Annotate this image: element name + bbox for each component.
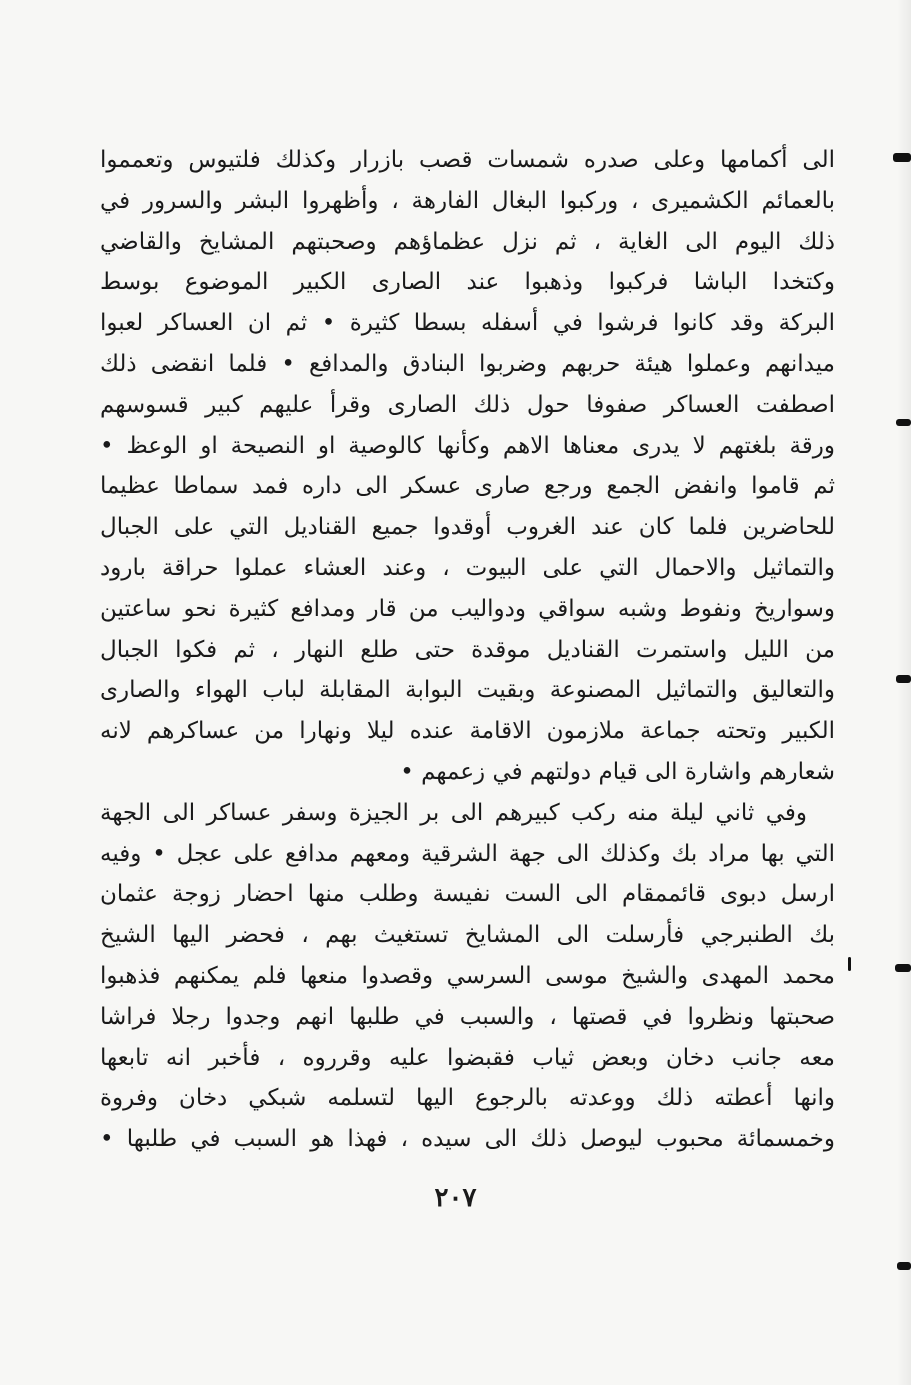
- paragraph-end-line: شعارهم واشارة الى قيام دولتهم في زعمهم •: [400, 758, 835, 785]
- text-line: البركة وقد كانوا فرشوا في أسفله بسطا كثيرة • ثم ان العساكر لعبوا: [100, 310, 835, 337]
- text-line: الى أكمامها وعلى صدره شمسات قصب بازرار وكذلك فلتيوس وتعمموا: [100, 147, 835, 173]
- text-line: وسواريخ ونفوط وشبه سواقي ودواليب من قار ومدافع كثيرة نحو ساعتين: [100, 595, 835, 622]
- page-edge-shadow: [897, 0, 911, 1385]
- binding-mark: [897, 1262, 911, 1270]
- text-line: من الليل واستمرت القناديل موقدة حتى طلع النهار ، ثم فكوا الجبال: [100, 636, 835, 663]
- text-line: الكبير وتحته جماعة ملازمون الاقامة عنده ليلا ونهارا من عساكرهم لانه: [100, 718, 835, 745]
- text-line: ارسل دبوى قائممقام الى الست نفيسة وطلب منها احضار زوجة عثمان: [100, 881, 835, 908]
- binding-mark: [848, 957, 851, 971]
- text-line: للحاضرين فلما كان عند الغروب أوقدوا جميع القناديل التي على الجبال: [100, 514, 835, 541]
- text-line: ميدانهم وعملوا هيئة حربهم وضربوا البنادق والمدافع • فلما انقضى ذلك: [100, 350, 835, 377]
- text-line: معه جانب دخان وبعض ثياب فقبضوا عليه وقرروه ، فأخبر انه تابعها: [100, 1044, 835, 1071]
- page-number: ٢٠٧: [434, 1183, 477, 1213]
- text-line: ذلك اليوم الى الغاية ، ثم نزل عظماؤهم وصحبتهم المشايخ والقاضي: [100, 228, 835, 255]
- text-line: ورقة بلغتهم لا يدرى معناها الاهم وكأنها كالوصية او النصيحة او الوعظ •: [100, 432, 835, 459]
- binding-mark: [895, 964, 911, 972]
- text-line: اصطفت العساكر صفوفا حول ذلك الصارى وقرأ عليهم كبير قسوسهم: [100, 391, 835, 418]
- text-line: ثم قاموا وانفض الجمع ورجع صارى عسكر الى داره فمد سماطا عظيما: [100, 473, 835, 500]
- text-line: بالعمائم الكشميرى ، وركبوا البغال الفارهة ، وأظهروا البشر والسرور في: [100, 187, 835, 214]
- paragraph-start-line: وفي ثاني ليلة منه ركب كبيرهم الى بر الجيزة وسفر عساكر الى الجهة: [100, 799, 807, 826]
- binding-mark: [896, 675, 911, 683]
- text-line: والتعاليق والتماثيل المصنوعة وبقيت البوابة المقابلة لباب الهواء والصارى: [100, 677, 835, 704]
- text-line: صحبتها ونظروا في قصتها ، والسبب في طلبها انهم وجدوا رجلا فراشا: [100, 1003, 835, 1030]
- text-line: والتماثيل والاحمال التي على البيوت ، وعند العشاء عملوا حراقة بارود: [100, 554, 835, 581]
- binding-mark: [893, 153, 911, 162]
- text-line: وخمسمائة محبوب ليوصل ذلك الى سيده ، فهذا هو السبب في طلبها •: [100, 1126, 835, 1153]
- text-line: وانها أعطته ذلك ووعدته بالرجوع اليها لتسلمه شبكي دخان وفروة: [100, 1085, 835, 1112]
- text-line: التي بها مراد بك وكذلك الى جهة الشرقية ومعهم مدافع على عجل • وفيه: [100, 840, 835, 867]
- text-line: محمد المهدى والشيخ موسى السرسي وقصدوا منعها فلم يمكنهم فذهبوا: [100, 962, 835, 989]
- binding-mark: [896, 419, 911, 426]
- body-text: [100, 140, 835, 1160]
- text-line: بك الطنبرجي فأرسلت الى المشايخ تستغيث بهم ، فحضر اليها الشيخ: [100, 922, 835, 949]
- text-line: وكتخدا الباشا فركبوا وذهبوا عند الصارى الكبير الموضوع بوسط: [100, 269, 835, 296]
